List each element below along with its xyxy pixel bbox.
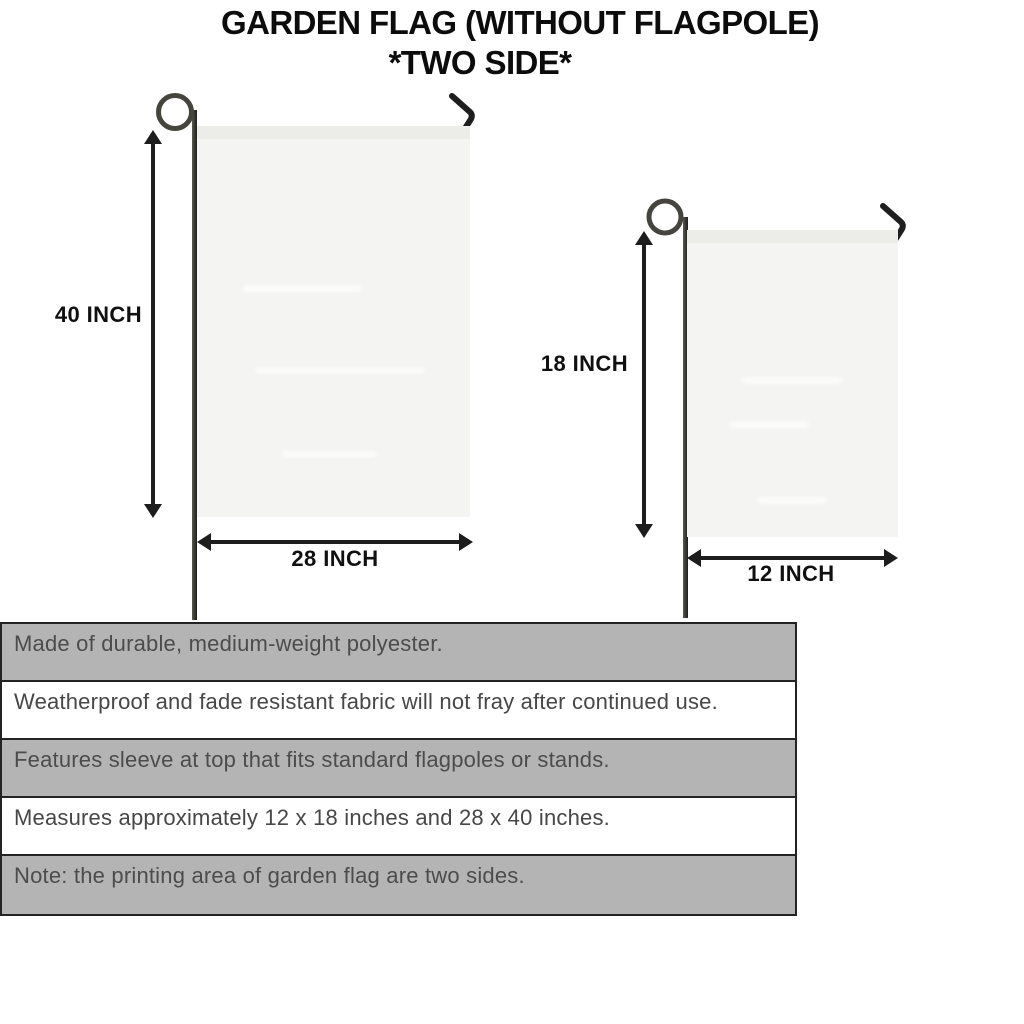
arrow-right-icon [884,549,898,567]
small-flagpole-loop-icon [649,201,681,233]
large-flag-sleeve [197,126,470,139]
feature-row: Weatherproof and fade resistant fabric will not fray after continued use. [2,682,795,740]
arrow-shaft [151,141,155,507]
feature-row: Features sleeve at top that fits standard flagpoles or stands. [2,740,795,798]
small-flag-fabric [687,230,898,537]
feature-row: Note: the printing area of garden flag are two sides. [2,856,795,914]
arrow-shaft [698,556,887,560]
small-flag-height-arrow [635,231,653,538]
arrow-shaft [208,540,462,544]
large-flag-height-arrow [144,130,162,518]
title-line-2: *TWO SIDE* [388,44,572,81]
arrow-shaft [642,242,646,527]
large-flag-fabric [197,126,470,517]
large-flag-hook-icon [452,96,472,130]
fabric-crease [255,368,425,373]
feature-row: Made of durable, medium-weight polyester. [2,624,795,682]
fabric-crease [282,452,377,457]
small-flag-sleeve [687,230,898,243]
arrow-down-icon [635,524,653,538]
large-flagpole-loop-icon [159,96,192,129]
feature-row: Measures approximately 12 x 18 inches and 28 x 40 inches. [2,798,795,856]
fabric-crease [757,498,827,503]
page-title [0,3,1024,83]
title-line-1: GARDEN FLAG (WITHOUT FLAGPOLE) [221,4,819,41]
features-table [0,622,797,916]
small-flag-width-label: 12 INCH [747,561,835,586]
fabric-crease [742,378,842,383]
small-flag-height-label: 18 INCH [540,351,628,376]
large-flag-width-label: 28 INCH [291,546,379,571]
arrow-down-icon [144,504,162,518]
fabric-crease [729,422,809,427]
arrow-right-icon [459,533,473,551]
large-flag-height-label: 40 INCH [54,302,142,327]
fabric-crease [242,286,362,291]
